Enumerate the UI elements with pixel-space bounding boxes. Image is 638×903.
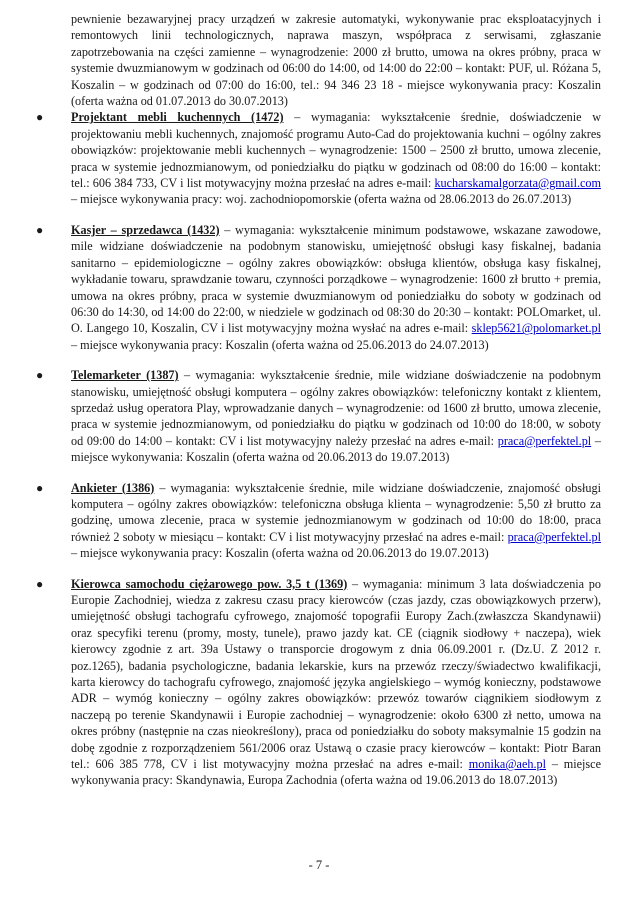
offer-text <box>71 367 601 465</box>
bullet-icon: ● <box>36 222 44 237</box>
offer-location-validity: – miejsce wykonywania pracy: Koszalin (oferta ważna od 25.06.2013 do 24.07.2013) <box>71 337 489 352</box>
bullet-icon: ● <box>36 480 44 495</box>
job-offer <box>36 222 601 353</box>
offer-text <box>71 576 601 789</box>
offer-email-link[interactable]: sklep5621@polomarket.pl <box>471 321 601 336</box>
offer-description: – wymagania: wykształcenie średnie, mile widziane doświadczenie, znajomość obsługi komputera – ogólny zakres obowiązków: telefoniczna obsługa klienta – wynagrodzenie: 5,50 zł brutto za godzinę, umowa zlecenie, praca w systemie jednozmianowym w godzinach od 10:00 do 18:00, praca również 2 soboty w miesiącu – kontakt: CV i list motywacyjny przesłać na adres e-mail: <box>71 480 601 544</box>
offer-title: Ankieter (1386) <box>71 480 155 495</box>
bullet-icon: ● <box>36 110 44 125</box>
offer-description: – wymagania: wykształcenie minimum podstawowe, wskazane zawodowe, mile widziane doświadczenie na podobnym stanowisku, umiejętność obsługi kasy fiskalnej, badania sanitarno – epidemiologiczne – ogólny zakres obowiązków: obsługa klientów, obsługa kasy fiskalnej, wykładanie towaru, sprawdzanie towaru, czynności porządkowe – wynagrodzenie: 1600 zł brutto + premia, umowa na okres próbny, praca w systemie dwuzmianowym od poniedziałku do soboty w godzinach od 06:30 do 14:30, od 14:00 do 22:00, w niedziele w godzinach od 08:30 do 20:30 – kontakt: POLOmarket, ul. O. Langego 10, Koszalin, CV i list motywacyjny można wysłać na adres e-mail: <box>71 222 601 336</box>
offer-email-link[interactable]: monika@aeh.pl <box>468 757 547 772</box>
bullet-icon: ● <box>36 576 44 591</box>
offer-text <box>71 222 601 353</box>
job-offer <box>36 480 601 562</box>
offer-email-link[interactable]: kucharskamalgorzata@gmail.com <box>434 176 601 191</box>
offer-description: – wymagania: wykształcenie średnie, doświadczenie w projektowaniu mebli kuchennych, znajomość programu Auto-Cad do projektowania kuchni – ogólny zakres obowiązków: projektowanie mebli kuchennych – wynagrodzenie: 1500 – 2500 zł brutto, umowa zlecenie, praca w systemie jednozmianowym, od poniedziałku do piątku w godzinach od 08:00 do 16:00 – kontakt: tel.: 606 384 733, CV i list motywacyjny można przesłać na adres e-mail: <box>71 110 601 191</box>
offer-description: – wymagania: wykształcenie średnie, mile widziane doświadczenie na podobnym stanowisku, umiejętność obsługi komputera – ogólny zakres obowiązków: telefoniczny kontakt z klientem, sprzedaż usług operatora Play, wprowadzanie danych – wynagrodzenie: od 1600 zł brutto, umowa zlecenie, praca w systemie jednozmianowym, od poniedziałku do piątku w godzinach od 10:00 do 18:00, w soboty od 09:00 do 14:00 – kontakt: CV i list motywacyjny należy przesłać na adres e-mail: <box>71 368 601 448</box>
offer-location-validity: – miejsce wykonywania pracy: Koszalin (oferta ważna od 20.06.2013 do 19.07.2013) <box>71 546 489 561</box>
offer-text <box>71 109 601 207</box>
job-offer <box>36 367 601 465</box>
offer-email-link[interactable]: praca@perfektel.pl <box>507 529 601 544</box>
intro-paragraph: pewnienie bezawaryjnej pracy urządzeń w zakresie automatyki, wykonywanie prac eksploatacyjnych i remontowych linii technologicznych, naprawa maszyn, współpraca z serwisami, zgłaszanie zapotrzebowania na części zamienne – wynagrodzenie: 2000 zł brutto, umowa na okres próbny, praca w systemie dwuzmianowym w godzinach od 06:00 do 14:00, od 14:00 do 22:00 – kontakt: PUF, ul. Różana 5, Koszalin – w godzinach od 07:00 do 16:00, tel.: 94 346 23 18 - miejsce wykonywania pracy: Koszalin (oferta ważna od 01.07.2013 do 30.07.2013) <box>71 12 601 109</box>
page-number: - 7 - <box>308 858 330 872</box>
offer-location-validity: – miejsce wykonywania pracy: Skandynawia, Europa Zachodnia (oferta ważna od 19.06.2013 do 18.07.2013) <box>71 757 601 788</box>
offer-title: Projektant mebli kuchennych (1472) <box>71 110 284 125</box>
job-offer <box>36 109 601 207</box>
bullet-icon: ● <box>36 368 44 383</box>
job-offer <box>36 576 601 789</box>
offer-text <box>71 480 601 562</box>
offer-email-link[interactable]: praca@perfektel.pl <box>497 433 592 448</box>
offer-title: Telemarketer (1387) <box>71 368 179 383</box>
offer-location-validity: – miejsce wykonywania pracy: woj. zachodniopomorskie (oferta ważna od 28.06.2013 do 26.07.2013) <box>71 192 572 207</box>
offer-title: Kasjer – sprzedawca (1432) <box>71 222 220 237</box>
offer-title: Kierowca samochodu ciężarowego pow. 3,5 t (1369) <box>71 576 348 591</box>
offer-description: – wymagania: minimum 3 lata doświadczenia po Europie Zachodniej, wiedza z zakresu czasu pracy kierowców (czas jazdy, czas obowiązkowych przerw), umiejętność obsługi tachografu cyfrowego, znajomość topografii Europy Zach.(zwłaszcza Skandynawii) oraz specyfiki terenu (promy, mosty, tunele), prawo jazdy kat. CE (ciągnik siodłowy + naczepa), wiek kierowcy zgodnie z art. 39a Ustawy o transporcie drogowym z dnia 06.09.2001 r. (Dz.U. Z 2012 r. poz.1265), badania psychologiczne, badania lekarskie, kurs na przewóz rzeczy/świadectwo kwalifikacji, karta kierowcy do tachografu cyfrowego, znajomość języka angielskiego – wymóg konieczny, podstawowe ADR – wymóg konieczny – ogólny zakres obowiązków: przewóz towarów ciągnikiem siodłowym z naczepą po terenie Skandynawii i Europie zachodniej – wynagrodzenie: około 6300 zł netto, umowa na okres próbny (następnie na czas nieokreślony), praca od poniedziałku do soboty maksymalnie 15 godzin na dobę zgodnie z rozporządzeniem 561/2006 oraz Ustawą o czasie pracy kierowców – kontakt: Piotr Baran tel.: 606 385 778, CV i list motywacyjny można przesłać na adres e-mail: <box>71 576 601 772</box>
offer-location-validity: – miejsce wykonywania: Koszalin (oferta ważna od 20.06.2013 do 19.07.2013) <box>71 433 601 465</box>
